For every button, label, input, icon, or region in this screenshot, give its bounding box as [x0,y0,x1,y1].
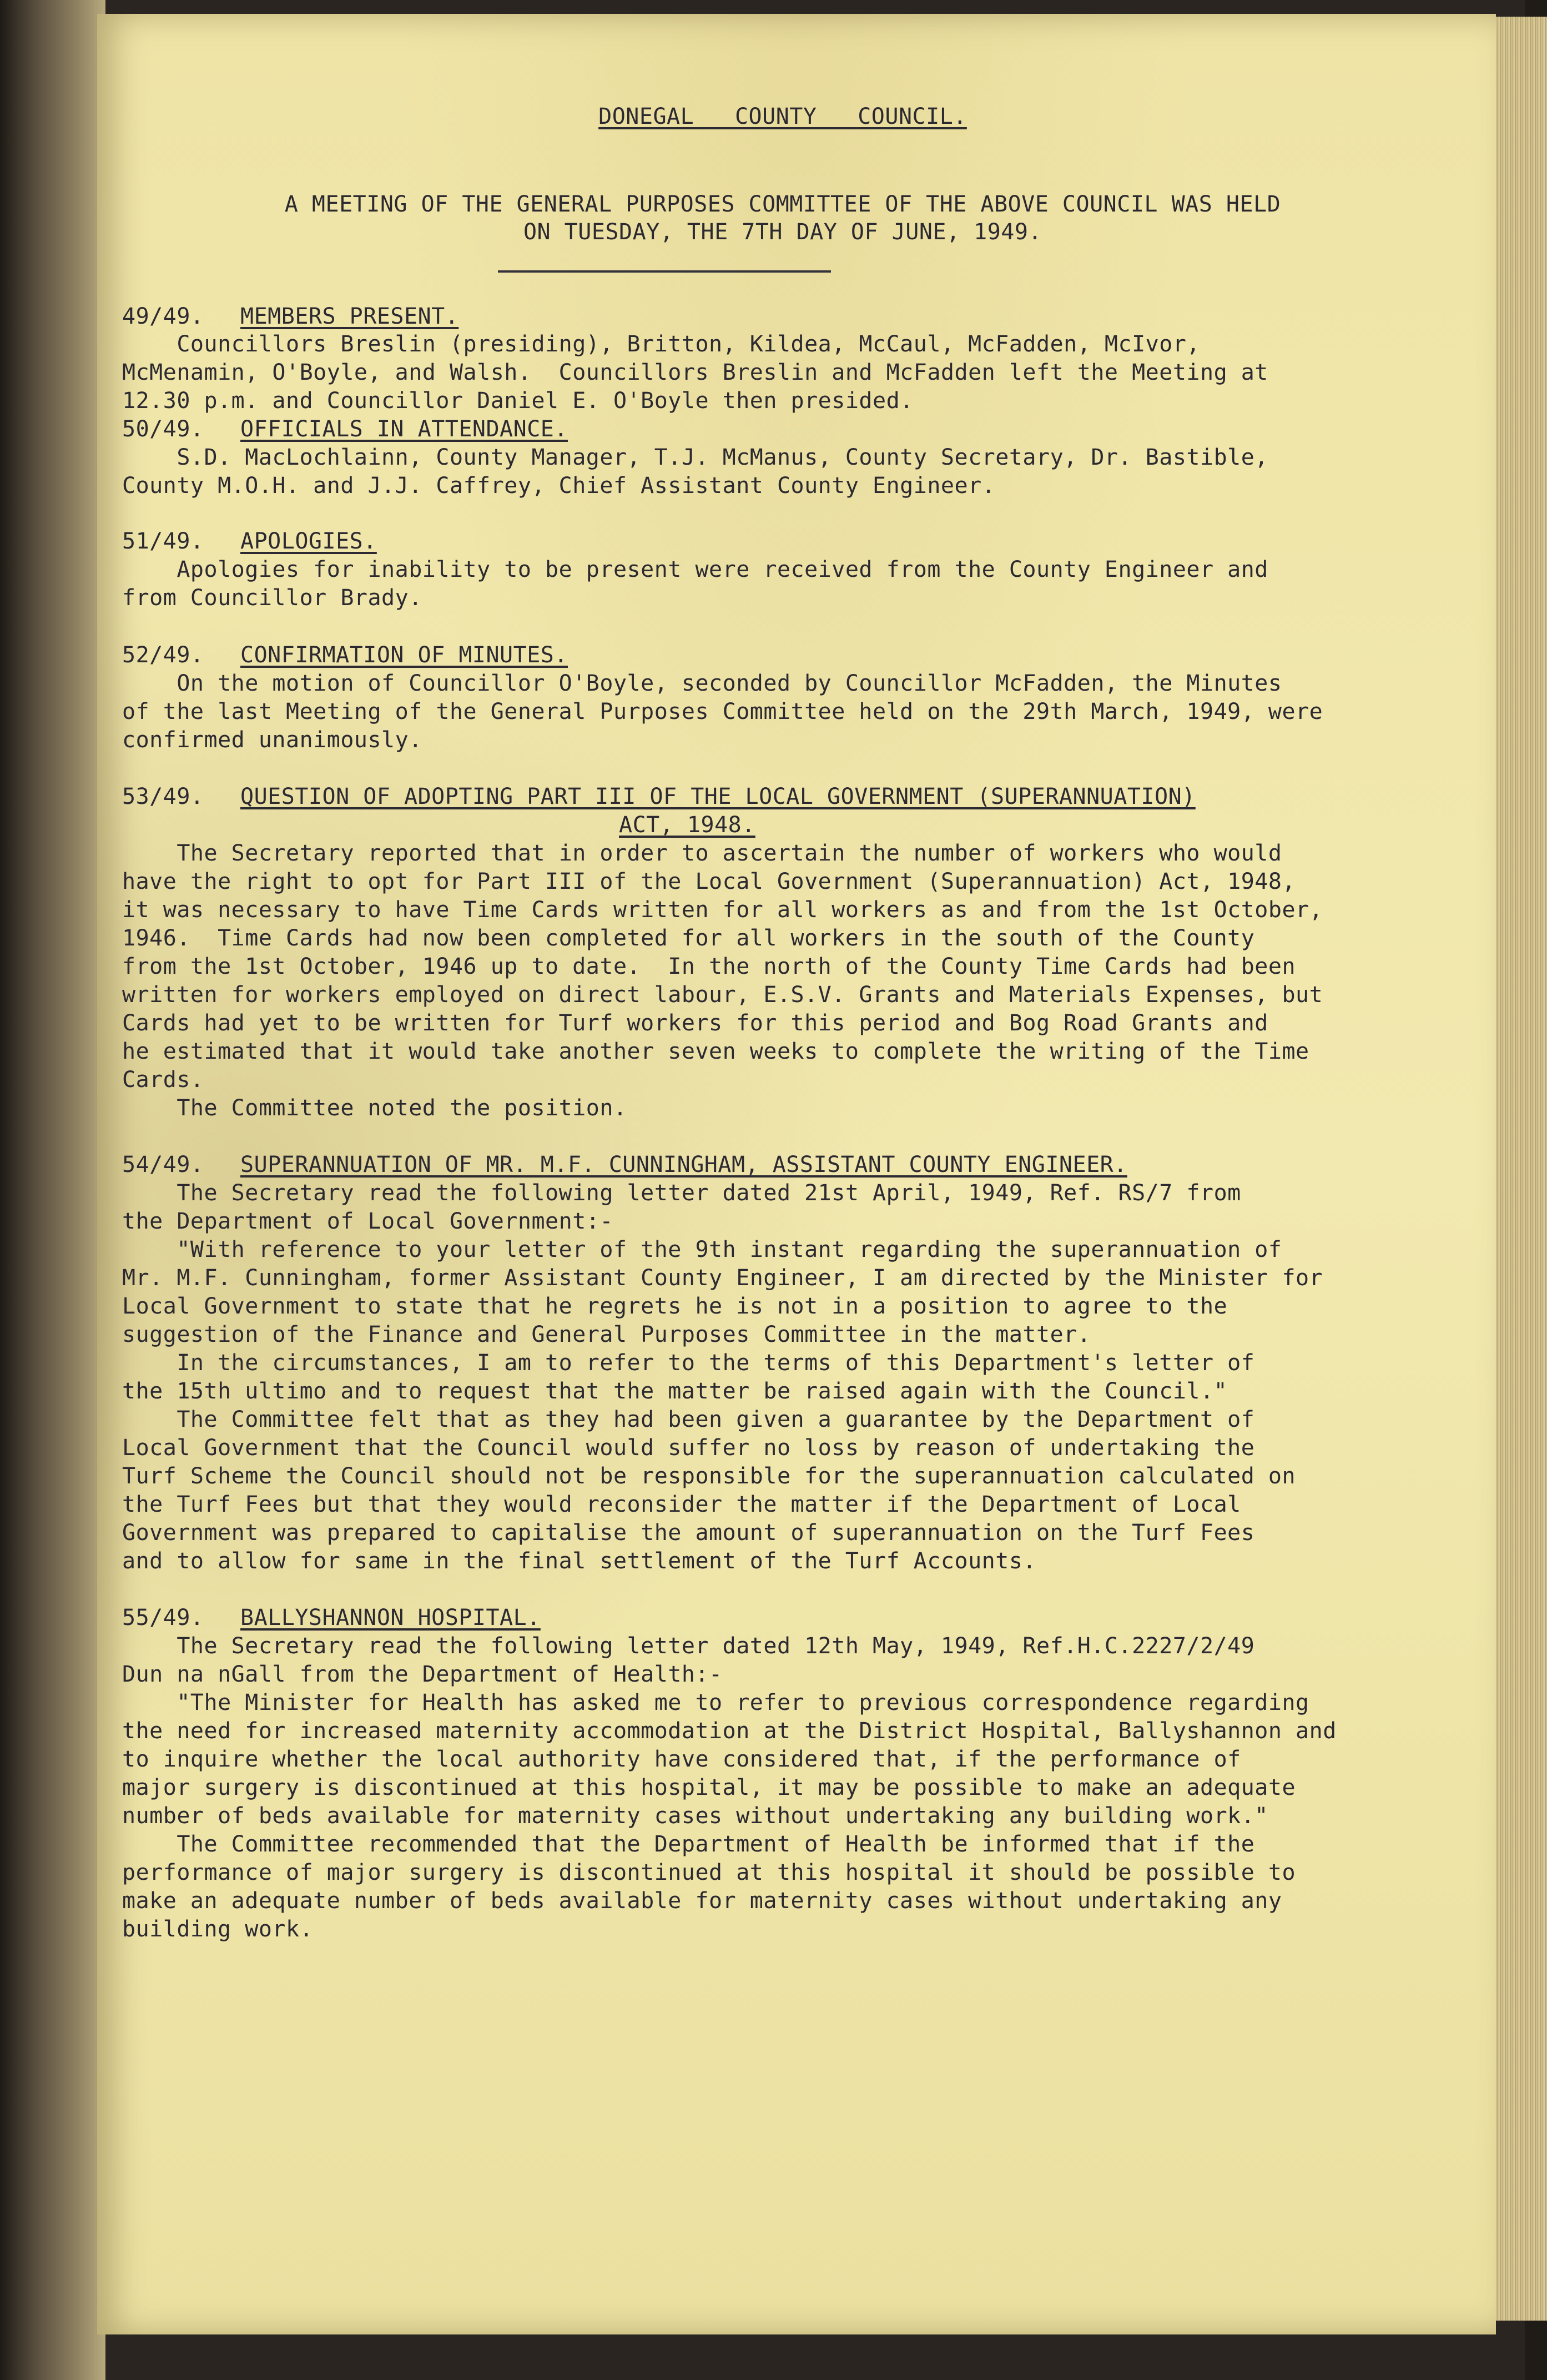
section-number: 54/49. [122,1152,204,1178]
section-line: building work. [122,1916,314,1942]
book-left-margin [0,0,105,2380]
section-line: have the right to opt for Part III of the Local Government (Superannuation) Act, 1948, [122,869,1296,894]
section-heading-continued: ACT, 1948. [619,812,755,838]
meeting-heading-line-1: A MEETING OF THE GENERAL PURPOSES COMMITTEE OF THE ABOVE COUNCIL WAS HELD [284,192,1281,217]
section-line: the Turf Fees but that they would reconsider the matter if the Department of Local [122,1492,1241,1517]
section-line: 12.30 p.m. and Councillor Daniel E. O'Boyle then presided. [122,388,914,414]
section-line: Dun na nGall from the Department of Health:- [122,1662,723,1687]
section-heading: OFFICIALS IN ATTENDANCE. [240,416,568,442]
section-line: Apologies for inability to be present were received from the County Engineer and [122,557,1268,582]
section-number: 49/49. [122,304,204,329]
meeting-heading-line-2: ON TUESDAY, THE 7TH DAY OF JUNE, 1949. [523,219,1042,245]
section-line: The Committee noted the position. [122,1095,627,1121]
section-line: of the last Meeting of the General Purposes Committee held on the 29th March, 1949, were [122,699,1323,724]
section-line: performance of major surgery is discontinued at this hospital it should be possible to [122,1860,1296,1885]
section-line: confirmed unanimously. [122,727,422,753]
section-number: 51/49. [122,529,204,554]
section-line: number of beds available for maternity cases without undertaking any building work." [122,1803,1268,1829]
section-line: County M.O.H. and J.J. Caffrey, Chief Assistant County Engineer. [122,473,996,499]
section-line: 1946. Time Cards had now been completed for all workers in the south of the County [122,925,1255,951]
section-number: 52/49. [122,642,204,668]
title-divider [498,270,831,273]
section-line: Councillors Breslin (presiding), Britton, Kildea, McCaul, McFadden, McIvor, [122,331,1200,357]
section-heading: APOLOGIES. [240,529,377,554]
section-line: the Department of Local Government:- [122,1209,613,1234]
section-line: S.D. MacLochlainn, County Manager, T.J. McManus, County Secretary, Dr. Bastible, [122,445,1268,470]
section-line: major surgery is discontinued at this hospital, it may be possible to make an adequate [122,1775,1296,1800]
section-line: the 15th ultimo and to request that the matter be raised again with the Council." [122,1378,1228,1404]
section-line: Government was prepared to capitalise the amount of superannuation on the Turf Fees [122,1520,1255,1546]
section-line: from the 1st October, 1946 up to date. In the north of the County Time Cards had been [122,954,1296,979]
section-line: The Secretary reported that in order to ascertain the number of workers who would [122,841,1282,866]
section-number: 50/49. [122,416,204,442]
document-page [97,14,1496,2334]
section-line: Mr. M.F. Cunningham, former Assistant County Engineer, I am directed by the Minister for [122,1265,1323,1291]
section-line: Local Government to state that he regrets he is not in a position to agree to the [122,1294,1228,1319]
section-line: Cards had yet to be written for Turf workers for this period and Bog Road Grants and [122,1010,1268,1036]
section-line: the need for increased maternity accommodation at the District Hospital, Ballyshannon and [122,1718,1337,1744]
section-line: Turf Scheme the Council should not be responsible for the superannuation calculated on [122,1463,1296,1489]
section-heading: BALLYSHANNON HOSPITAL. [240,1605,541,1631]
section-heading: SUPERANNUATION OF MR. M.F. CUNNINGHAM, ASSISTANT COUNTY ENGINEER. [240,1152,1127,1178]
section-line: The Secretary read the following letter dated 12th May, 1949, Ref.H.C.2227/2/49 [122,1633,1255,1659]
section-heading: MEMBERS PRESENT. [240,304,459,329]
section-line: make an adequate number of beds available for maternity cases without undertaking any [122,1888,1282,1914]
section-number: 53/49. [122,784,204,809]
section-line: The Committee recommended that the Department of Health be informed that if the [122,1831,1255,1857]
section-line: to inquire whether the local authority have considered that, if the performance of [122,1747,1241,1772]
section-heading: QUESTION OF ADOPTING PART III OF THE LOCAL GOVERNMENT (SUPERANNUATION) [240,784,1196,809]
section-line: The Committee felt that as they had been given a guarantee by the Department of [122,1407,1255,1432]
section-line: "With reference to your letter of the 9th instant regarding the superannuation of [122,1237,1282,1262]
section-line: In the circumstances, I am to refer to the terms of this Department's letter of [122,1350,1255,1376]
section-line: "The Minister for Health has asked me to refer to previous correspondence regarding [122,1690,1309,1715]
section-line: Cards. [122,1067,204,1093]
section-line: The Secretary read the following letter dated 21st April, 1949, Ref. RS/7 from [122,1180,1241,1206]
section-line: On the motion of Councillor O'Boyle, seconded by Councillor McFadden, the Minutes [122,671,1282,696]
section-line: he estimated that it would take another seven weeks to complete the writing of the Time [122,1039,1309,1064]
section-number: 55/49. [122,1605,204,1631]
section-line: Local Government that the Council would suffer no loss by reason of undertaking the [122,1435,1255,1461]
section-line: from Councillor Brady. [122,585,422,611]
document-title: DONEGAL COUNTY COUNCIL. [598,104,967,129]
section-line: McMenamin, O'Boyle, and Walsh. Councillors Breslin and McFadden left the Meeting at [122,360,1268,385]
section-line: suggestion of the Finance and General Purposes Committee in the matter. [122,1322,1091,1347]
section-line: it was necessary to have Time Cards written for all workers as and from the 1st October, [122,897,1323,923]
section-line: and to allow for same in the final settlement of the Turf Accounts. [122,1548,1036,1574]
section-line: written for workers employed on direct labour, E.S.V. Grants and Materials Expenses, but [122,982,1323,1008]
section-heading: CONFIRMATION OF MINUTES. [240,642,568,668]
